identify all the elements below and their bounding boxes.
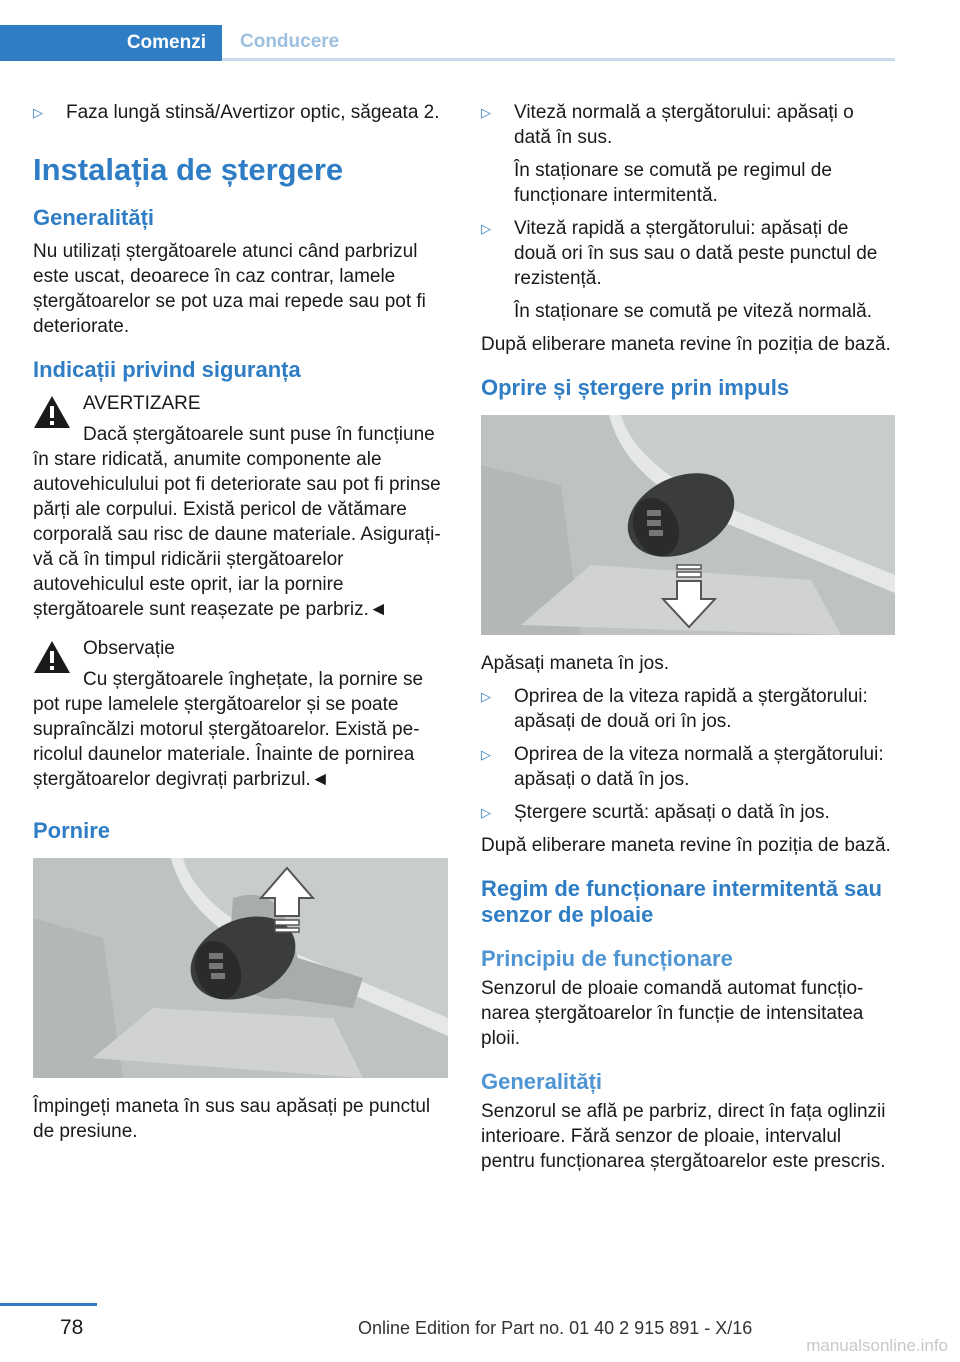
release-text: După eliberare maneta revine în poziția de bază.: [481, 334, 891, 355]
list-item-text: Ștergere scurtă: apăsați o dată în jos.: [514, 802, 830, 823]
triangle-right-icon: ▷: [481, 689, 491, 704]
start-caption: Împingeți maneta în sus sau apăsați pe punctul de presiune.: [33, 1096, 431, 1142]
warning-body: Dacă ștergătoarele sunt puse în funcțiune în stare ridicată, anumite componente ale autovehiculului pot fi deteriorate sau pot fi prinse părți ale corpului. Există pericol de vătămare corporală sau risc de daune materiale. Asigurați-vă că în timpul ridicării ștergătoarelor autovehiculul este oprit, iar la pornire ștergătoarele sunt reașezate pe parbriz.◄: [33, 424, 441, 620]
note-title: Observație: [83, 638, 175, 659]
note-box: [33, 636, 448, 792]
left-column: [33, 100, 448, 1152]
stop-caption: Apăsați maneta în jos.: [481, 653, 669, 674]
tab-conducere[interactable]: Conducere: [222, 25, 895, 61]
wiper-lever-up-image: [33, 858, 448, 1078]
warning-triangle-icon: [33, 640, 71, 674]
general-text: Nu utilizați ștergătoarele atunci când parbrizul este uscat, deoarece în caz contrar, lamele ștergătoarelor se pot uza mai repede sau pot fi deteriorate.: [33, 241, 426, 337]
list-item: [33, 100, 448, 125]
stop-heading: Oprire și ștergere prin impuls: [481, 375, 790, 400]
principle-heading: Principiu de funcționare: [481, 946, 733, 971]
note-text: [33, 667, 448, 792]
warning-box: [33, 391, 448, 622]
edition-text: Online Edition for Part no. 01 40 2 915 891 - X/16: [358, 1318, 753, 1338]
triangle-right-icon: ▷: [33, 105, 43, 120]
safety-heading: Indicații privind siguranța: [33, 357, 301, 382]
list-item-text: Faza lungă stinsă/Avertizor optic, săgeata 2.: [66, 102, 440, 123]
general-heading: Generalități: [33, 205, 155, 230]
list-item: [481, 100, 895, 150]
note-body: Cu ștergătoarele înghețate, la pornire se pot rupe lamelele ștergătoarelor și se poate supraîncălzi motorul ștergătoarelor. Există pericolul daunelor materiale. Înainte de pornirea ștergătoarelor degivrați parbrizul.◄: [33, 669, 424, 790]
list-item: [481, 216, 895, 291]
tab-comenzi[interactable]: Comenzi: [0, 25, 222, 61]
general2-heading: Generalități: [481, 1069, 603, 1094]
list-item-text: Viteză rapidă a ștergătorului: apăsați de două ori în sus sau o dată peste punctul de rezistență.: [514, 218, 878, 289]
list-item: [481, 800, 895, 825]
list-item-text: Viteză normală a ștergătorului: apăsați o dată în sus.: [514, 102, 854, 148]
triangle-right-icon: ▷: [481, 105, 491, 120]
start-heading: Pornire: [33, 818, 111, 843]
section-title: Instalația de ștergere: [33, 152, 344, 187]
list-item: [481, 742, 895, 792]
warning-title: AVERTIZARE: [83, 393, 201, 414]
interval-heading: Regim de funcționare intermitentă sau senzor de ploaie: [481, 876, 882, 927]
list-item-sub: În staționare se comută pe viteză normală.: [514, 301, 873, 322]
triangle-right-icon: ▷: [481, 747, 491, 762]
footer-divider: [0, 1303, 97, 1306]
page-number: 78: [60, 1316, 84, 1339]
release-text: După eliberare maneta revine în poziția de bază.: [481, 835, 891, 856]
triangle-right-icon: ▷: [481, 221, 491, 236]
principle-text: Senzorul de ploaie comandă automat funcționarea ștergătoarelor în funcție de intensitatea ploii.: [481, 978, 864, 1049]
section-tabs: [0, 25, 895, 61]
warning-triangle-icon: [33, 395, 71, 429]
list-item-sub: În staționare se comută pe regimul de funcționare intermitentă.: [514, 160, 832, 206]
triangle-right-icon: ▷: [481, 805, 491, 820]
wiper-lever-down-image: [481, 415, 895, 635]
list-item: [481, 684, 895, 734]
warning-text: [33, 422, 448, 622]
list-item-text: Oprirea de la viteza normală a ștergătorului: apăsați o dată în jos.: [514, 744, 884, 790]
watermark-text: manualsonline.info: [806, 1336, 948, 1355]
list-item-text: Oprirea de la viteza rapidă a ștergătorului: apăsați de două ori în jos.: [514, 686, 868, 732]
right-column: [481, 100, 895, 1182]
general2-text: Senzorul se află pe parbriz, direct în fața oglinzii interioare. Fără senzor de ploaie, intervalul pentru funcționarea ștergătoarelor este prescris.: [481, 1101, 886, 1172]
